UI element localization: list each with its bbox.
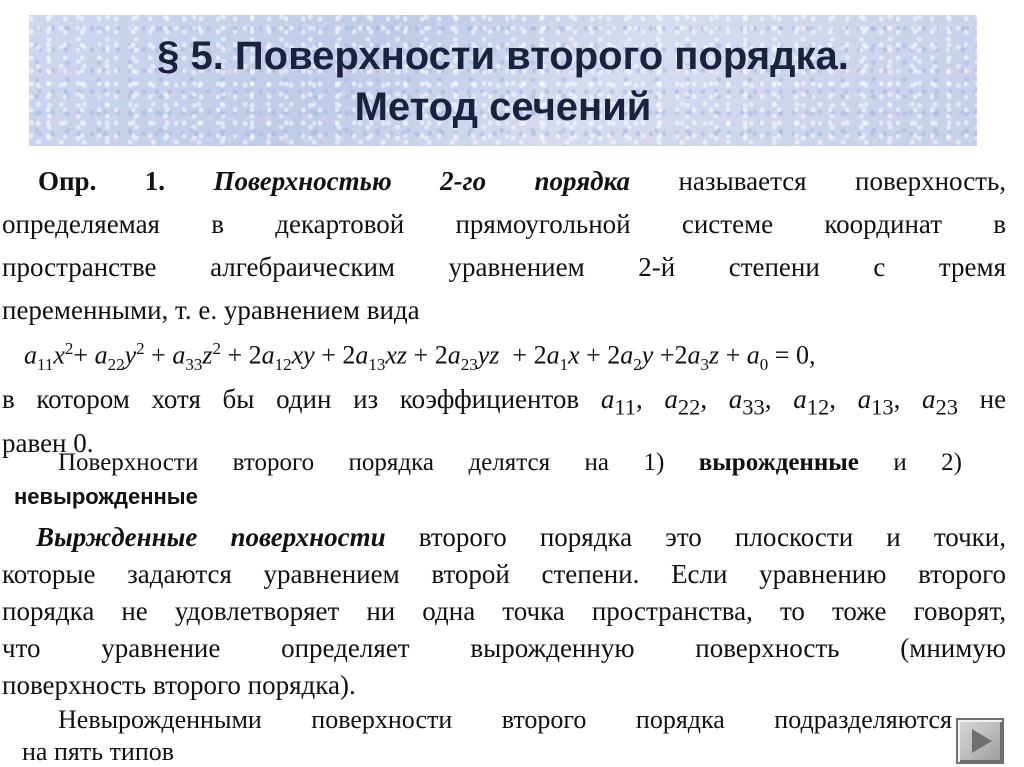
general-equation: $a_{11}x^2+ a_{22}y^2 + a_{33}z^2 + 2a_{12}xy + 2a_{13}xz + 2a_{23}yz + 2a_1x + 2a_2y +2a_3z + a_0 = 0$,	[24, 339, 816, 374]
play-arrow-icon	[972, 729, 992, 753]
nondegenerate-paragraph	[22, 702, 952, 767]
types-line-1: Поверхности второго порядка делятся на 1) вырожденные и 2)	[58, 449, 963, 476]
nondegenerate-line-1: Невырожденными поверхности второго порядка подразделяются	[58, 705, 952, 734]
nondegenerate-label: невырожденные	[14, 484, 198, 509]
degenerate-paragraph	[2, 516, 1006, 707]
nondegenerate-line-2: на пять типов	[22, 737, 175, 766]
degenerate-line-5: поверхность второго порядка).	[2, 670, 356, 700]
degenerate-term: Выржденные поверхности	[36, 522, 386, 552]
definition-text-1: называется поверхность,	[678, 166, 1007, 196]
degenerate-label: вырожденные	[698, 449, 859, 476]
slide-title-line-1: § 5. Поверхности второго порядка.	[157, 34, 849, 78]
definition-line-3: пространстве алгебраическим уравнением 2-й степени с тремя	[2, 252, 1006, 282]
definition-line-4: переменными, т. е. уравнением вида	[2, 295, 420, 325]
degenerate-line-2: которые задаются уравнением второй степени. Если уравнению второго	[2, 559, 1006, 589]
degenerate-line-4: что уравнение определяет вырожденную поверхность (мнимую	[2, 633, 1006, 663]
definition-label: Опр. 1.	[38, 166, 166, 196]
title-banner	[29, 15, 977, 146]
slide-title-line-2: Метод сечений	[354, 85, 652, 129]
definition-paragraph	[2, 160, 1006, 332]
types-paragraph	[14, 446, 962, 514]
definition-line-1	[2, 160, 1006, 203]
degenerate-line-1: Выржденные поверхности второго порядка это плоскости и точки,	[36, 522, 1006, 552]
coefficients-line-1: в котором хотя бы один из коэффициентов $a_{11}$, $a_{22}$, $a_{33}$, $a_{12}$, $a_{13}$, $a_{23}$ не	[2, 384, 1007, 420]
degenerate-line-3: порядка не удовлетворяет ни одна точка пространства, то тоже говорят,	[2, 596, 1006, 626]
next-slide-button[interactable]	[956, 718, 1004, 764]
definition-line-2: определяемая в декартовой прямоугольной системе координат в	[2, 209, 1006, 239]
coefficients-line-2: равен 0.	[2, 428, 94, 459]
definition-term: Поверхностью 2-го порядка	[213, 166, 631, 196]
